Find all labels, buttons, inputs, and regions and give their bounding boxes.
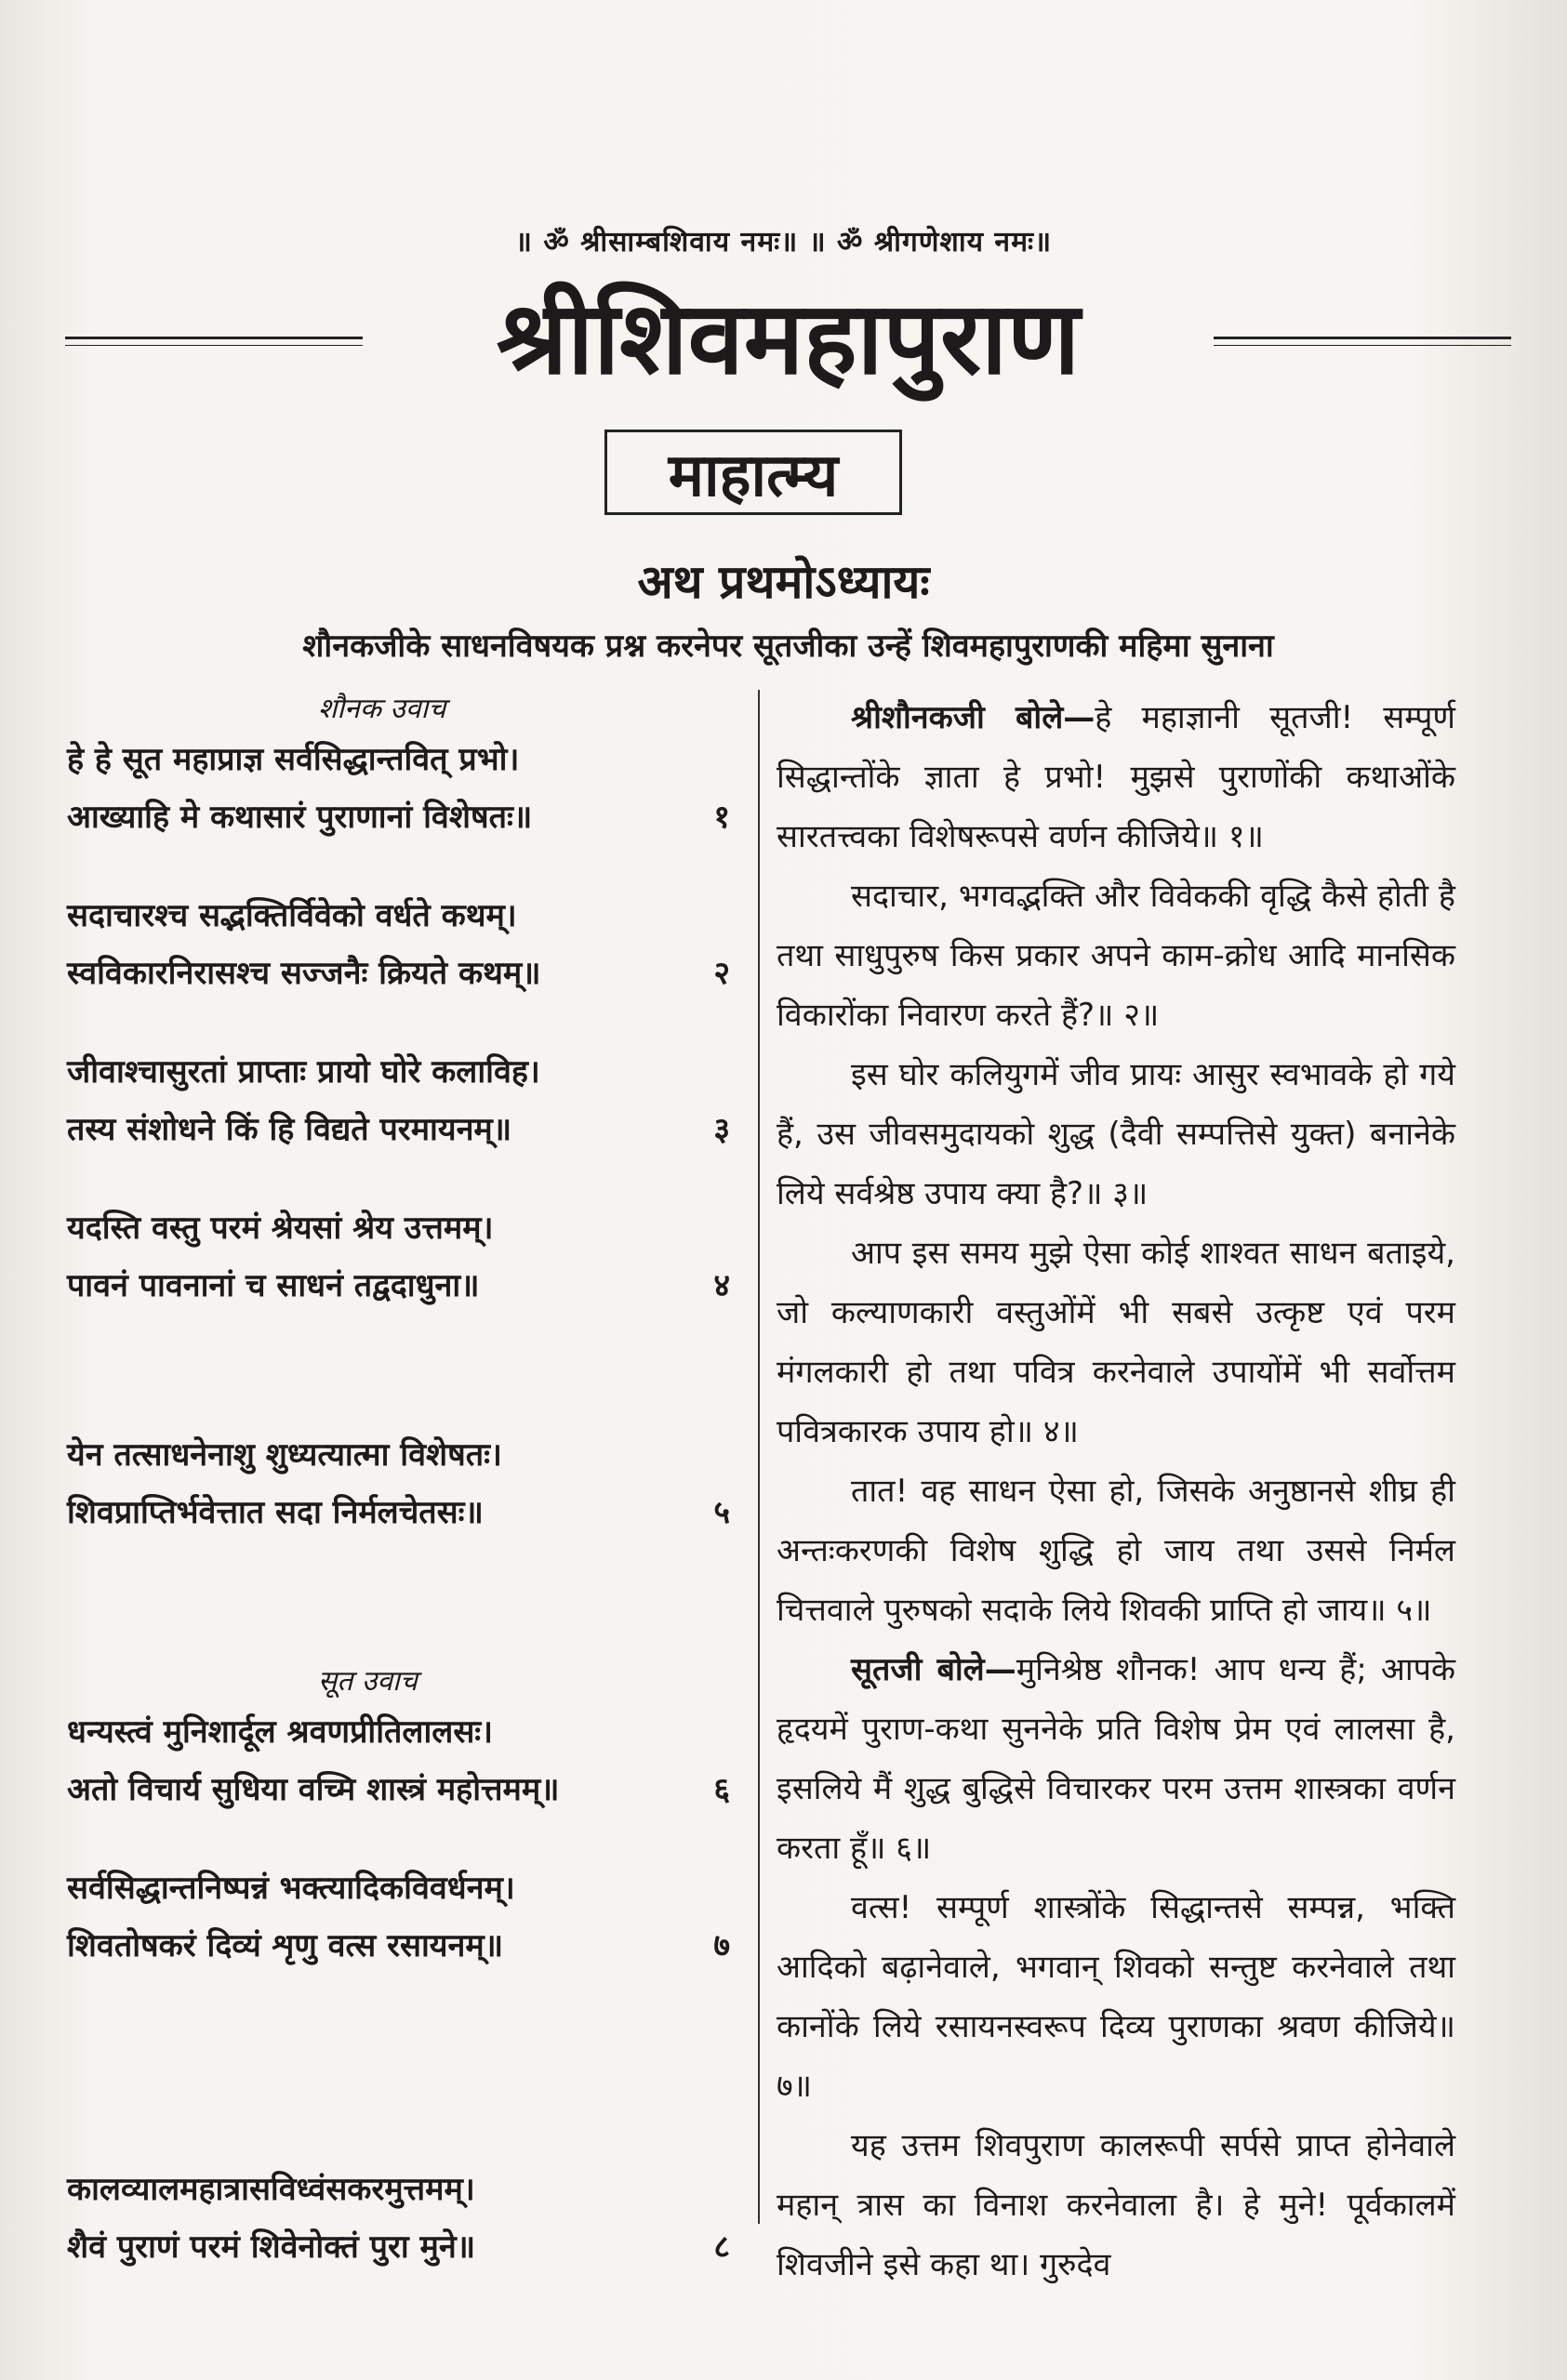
verse <box>67 731 741 846</box>
verse-text: शैवं पुराणं परमं शिवेनोक्तं पुरा मुने॥ <box>67 2228 476 2266</box>
invocation: ॥ ॐ श्रीसाम्बशिवाय नमः॥ ॥ ॐ श्रीगणेशाय नमः॥ <box>514 226 1053 258</box>
paragraph <box>777 1640 1455 1878</box>
paragraph: तात! वह साधन ऐसा हो, जिसके अनुष्ठानसे शीघ्र ही अन्तःकरणकी विशेष शुद्धि हो जाय तथा उससे निर्मल चित्तवाले पुरुषको सदाके लिये शिवकी प्राप्ति हो जाय॥ ५॥ <box>777 1473 1455 1629</box>
verse-line: जीवाश्चासुरतां प्राप्ताः प्रायो घोरे कलाविह। <box>67 1053 540 1091</box>
hindi-column <box>777 688 1455 2294</box>
chapter-heading: अथ प्रथमोऽध्यायः <box>637 555 930 609</box>
verse-line: यदस्ति वस्तु परमं श्रेयसां श्रेय उत्तमम्। <box>67 1210 494 1247</box>
verse-line <box>67 788 741 846</box>
verse <box>67 1426 741 1541</box>
verse-line <box>67 945 741 1002</box>
chapter-summary: शौनकजीके साधनविषयक प्रश्न करनेपर सूतजीका उन्हें शिवमहापुराणकी महिमा सुनाना <box>302 628 1274 665</box>
verse <box>67 1859 741 1975</box>
speaker-lead: सूतजी बोले— <box>851 1651 1016 1688</box>
verse-number: ७ <box>713 1927 730 1964</box>
verse <box>67 2161 741 2276</box>
verse-number: ३ <box>713 1111 730 1148</box>
verse-line: हे हे सूत महाप्राज्ञ सर्वसिद्धान्तवित् प्रभो। <box>67 741 520 778</box>
verse <box>67 1199 741 1315</box>
verse-line <box>67 1761 741 1818</box>
verse-line <box>67 1257 741 1315</box>
verse-number: ५ <box>713 1494 730 1531</box>
verse <box>67 887 741 1002</box>
verse-number: ६ <box>713 1771 730 1808</box>
verse-text: आख्याहि मे कथासारं पुराणानां विशेषतः॥ <box>67 799 533 836</box>
subtitle-box <box>604 430 902 515</box>
verse-line <box>67 1484 741 1541</box>
verse-number: ८ <box>713 2228 730 2266</box>
verse-text: शिवप्राप्तिर्भवेत्तात सदा निर्मलचेतसः॥ <box>67 1494 484 1531</box>
speaker-lead: श्रीशौनकजी बोले— <box>851 699 1096 736</box>
verse-text: स्वविकारनिरासश्च सज्जनैः क्रियते कथम्॥ <box>67 955 541 992</box>
subtitle: माहात्म्य <box>668 441 839 510</box>
verse-text: शिवतोषकरं दिव्यं शृणु वत्स रसायनम्॥ <box>67 1927 504 1964</box>
verse-line: येन तत्साधनेनाशु शुध्यत्यात्मा विशेषतः। <box>67 1436 502 1474</box>
verse-text: अतो विचार्य सुधिया वच्मि शास्त्रं महोत्तमम्॥ <box>67 1771 560 1808</box>
verse-text: तस्य संशोधने किं हि विद्यते परमायनम्॥ <box>67 1111 512 1148</box>
paragraph-text: हे महाज्ञानी सूतजी! सम्पूर्ण सिद्धान्तोंके ज्ञाता हे प्रभो! मुझसे पुराणोंकी कथाओंके सारतत्त्वका विशेषरूपसे वर्णन कीजिये॥ १॥ <box>777 699 1455 855</box>
verse-line <box>67 1101 741 1158</box>
title-rule-right <box>1214 337 1511 346</box>
speaker-label: शौनक उवाच <box>318 693 446 725</box>
verse-number: १ <box>713 799 730 836</box>
verse-number: २ <box>713 955 730 992</box>
verse-line: सर्वसिद्धान्तनिष्पन्नं भक्त्यादिकविवर्धनम्। <box>67 1870 515 1907</box>
verse-line: कालव्यालमहात्रासविध्वंसकरमुत्तमम्। <box>67 2171 475 2208</box>
column-divider <box>758 690 760 2224</box>
paragraph: वत्स! सम्पूर्ण शास्त्रोंके सिद्धान्तसे सम्पन्न, भक्ति आदिको बढ़ानेवाले, भगवान् शिवको सन्तुष्ट करनेवाले तथा कानोंके लिये रसायनस्वरूप दिव्य पुराणका श्रवण कीजिये॥ ७॥ <box>777 1889 1455 2105</box>
verse-text: पावनं पावनानां च साधनं तद्वदाधुना॥ <box>67 1267 480 1304</box>
verse-line: सदाचारश्च सद्भक्तिर्विवेको वर्धते कथम्। <box>67 897 517 934</box>
verse <box>67 1043 741 1158</box>
verse-line <box>67 2218 741 2276</box>
verse-number: ४ <box>713 1267 730 1304</box>
paragraph: सदाचार, भगवद्भक्ति और विवेककी वृद्धि कैसे होती है तथा साधुपुरुष किस प्रकार अपने काम-क्रोध आदि मानसिक विकारोंका निवारण करते हैं?॥ २॥ <box>777 878 1455 1034</box>
verse-line <box>67 1917 741 1975</box>
page-title: श्रीशिवमहापुराण <box>496 281 1081 397</box>
paragraph-text: मुनिश्रेष्ठ शौनक! आप धन्य हैं; आपके हृदयमें पुराण-कथा सुननेके प्रति विशेष प्रेम एवं लालसा है, इसलिये मैं शुद्ध बुद्धिसे विचारकर परम उत्तम शास्त्रका वर्णन करता हूँ॥ ६॥ <box>777 1651 1455 1867</box>
sanskrit-column <box>67 688 741 2317</box>
verse <box>67 1703 741 1818</box>
title-row <box>65 279 1511 409</box>
paragraph: यह उत्तम शिवपुराण कालरूपी सर्पसे प्राप्त होनेवाले महान् त्रास का विनाश करनेवाला है। हे मुने! पूर्वकालमें शिवजीने इसे कहा था। गुरुदेव <box>777 2127 1455 2283</box>
paragraph: इस घोर कलियुगमें जीव प्रायः आसुर स्वभावके हो गये हैं, उस जीवसमुदायको शुद्ध (दैवी सम्पत्तिसे युक्त) बनानेके लिये सर्वश्रेष्ठ उपाय क्या है?॥ ३॥ <box>777 1056 1455 1212</box>
paragraph <box>777 688 1455 866</box>
paragraph: आप इस समय मुझे ऐसा कोई शाश्वत साधन बताइये, जो कल्याणकारी वस्तुओंमें भी सबसे उत्कृष्ट एवं परम मंगलकारी हो तथा पवित्र करनेवाले उपायोंमें भी सर्वोत्तम पवित्रकारक उपाय हो॥ ४॥ <box>777 1235 1455 1450</box>
speaker-label: सूत उवाच <box>318 1665 418 1698</box>
verse-line: धन्यस्त्वं मुनिशार्दूल श्रवणप्रीतिलालसः। <box>67 1713 494 1751</box>
